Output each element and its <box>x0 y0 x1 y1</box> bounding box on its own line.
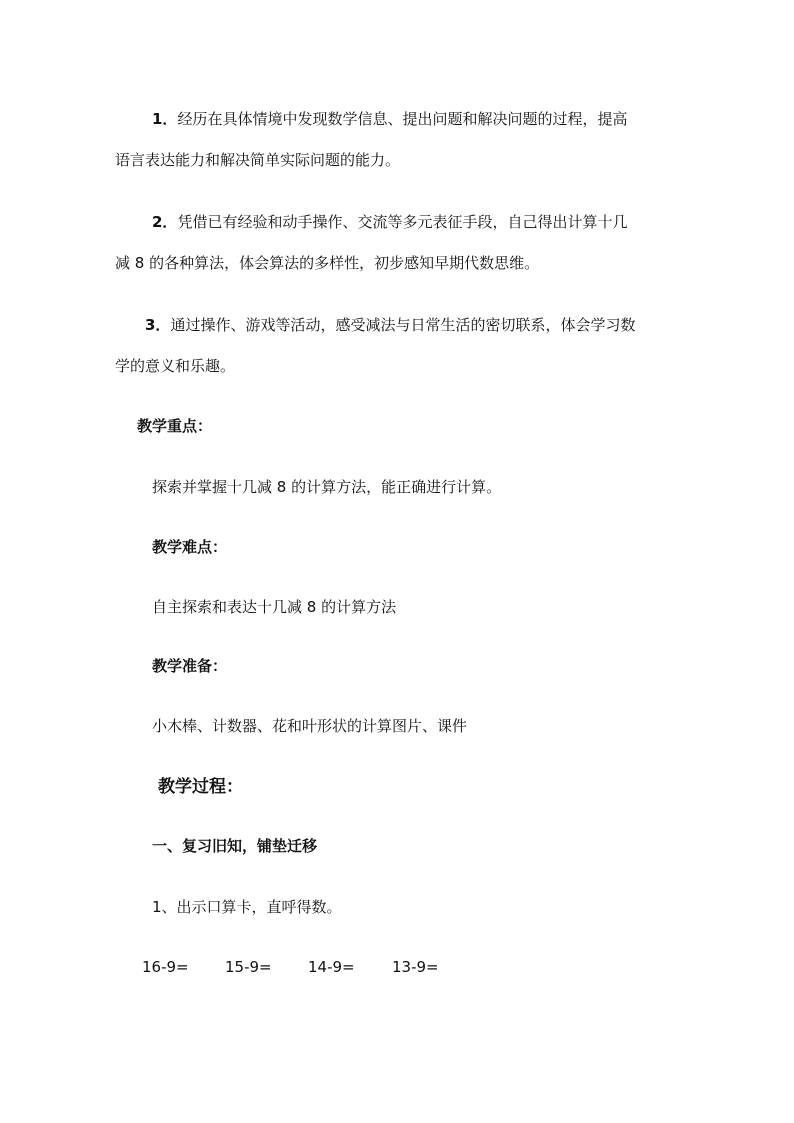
goal-2-text: 凭借已有经验和动手操作、交流等多元表征手段，自己得出计算十几 <box>177 213 628 231</box>
difficulty-heading: 教学难点： <box>152 538 228 556</box>
goal-1-line-2: 语言表达能力和解决简单实际问题的能力。 <box>115 151 401 169</box>
goal-1-line-1 <box>152 109 627 129</box>
goal-1-text: 经历在具体情境中发现数学信息、提出问题和解决问题的过程，提高 <box>177 110 628 128</box>
goal-2-line-2: 减 8 的各种算法，体会算法的多样性，初步感知早期代数思维。 <box>115 254 540 272</box>
exercise-item: 16-9= <box>142 958 189 976</box>
goal-2-number: 2． <box>152 213 178 231</box>
difficulty-text: 自主探索和表达十几减 8 的计算方法 <box>152 598 397 616</box>
goal-2-line-1 <box>152 212 627 232</box>
goal-3-line-1 <box>145 315 635 335</box>
goal-1-number: 1． <box>152 110 178 128</box>
exercise-item: 13-9= <box>392 958 439 976</box>
goal-3-text: 通过操作、游戏等活动，感受减法与日常生活的密切联系，体会学习数 <box>170 316 636 334</box>
exercise-item: 14-9= <box>308 958 355 976</box>
preparation-text: 小木棒、计数器、花和叶形状的计算图片、课件 <box>152 717 468 735</box>
goal-3-line-2: 学的意义和乐趣。 <box>115 357 236 375</box>
section-1-title: 一、复习旧知，铺垫迁移 <box>152 837 318 855</box>
step-1-text: 1、出示口算卡，直呼得数。 <box>152 898 342 916</box>
goal-3-number: 3． <box>145 316 171 334</box>
key-point-heading: 教学重点： <box>137 417 213 435</box>
process-heading: 教学过程： <box>158 777 243 797</box>
exercise-item: 15-9= <box>225 958 272 976</box>
preparation-heading: 教学准备： <box>152 657 228 675</box>
key-point-text: 探索并掌握十几减 8 的计算方法，能正确进行计算。 <box>152 478 502 496</box>
